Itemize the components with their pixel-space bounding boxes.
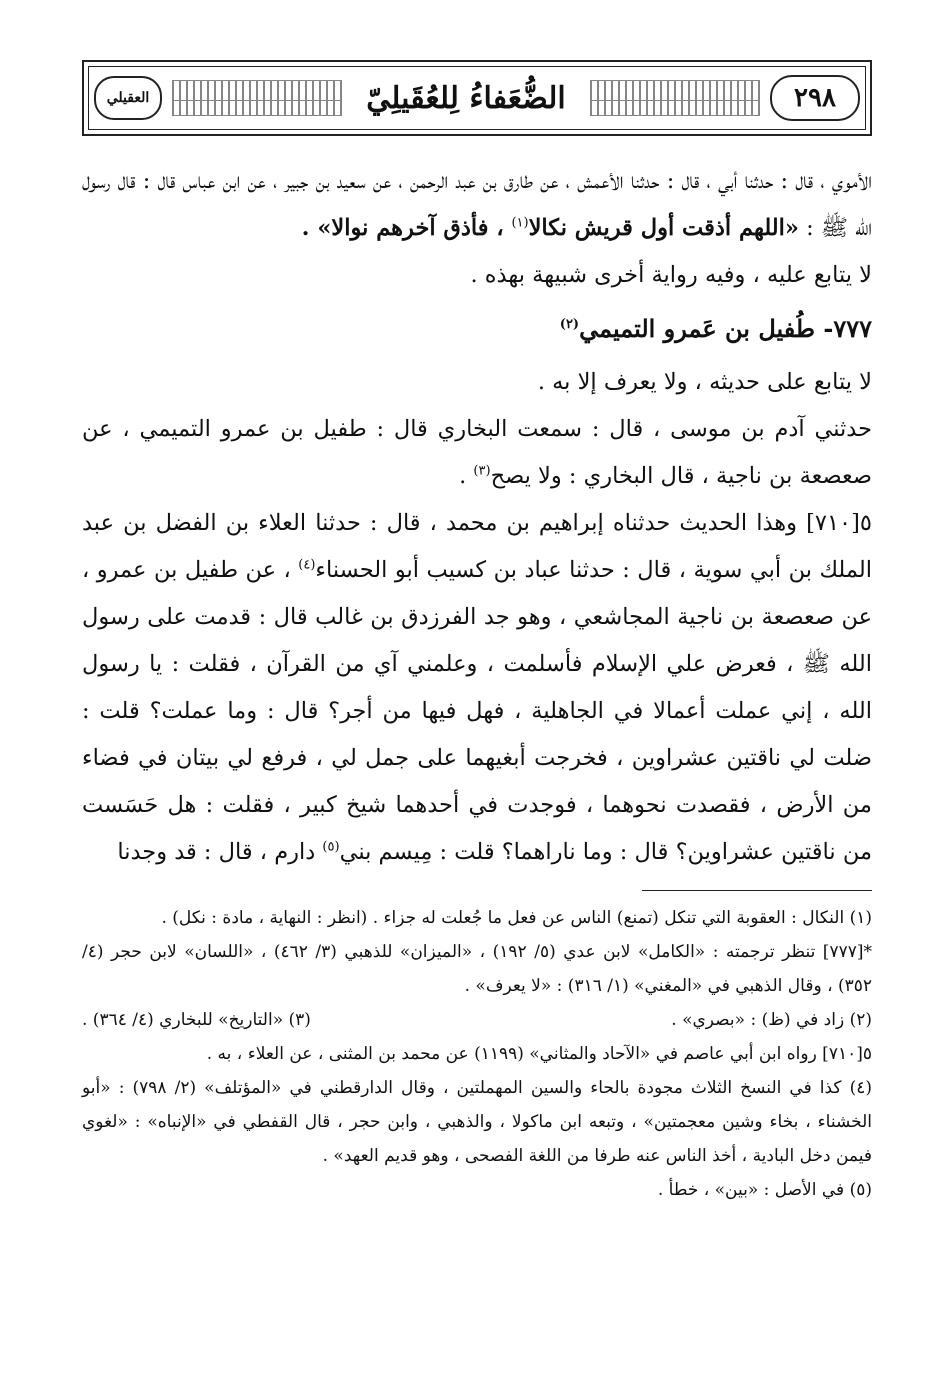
footnotes xyxy=(82,901,872,1207)
paragraph-1 xyxy=(82,158,872,252)
footnote-2: (٢) زاد في (ظ) : «بصري» . xyxy=(671,1010,872,1030)
header-ornament-right xyxy=(590,80,760,116)
entry-number: ٧٧٧- xyxy=(815,314,872,343)
header-ornament-left xyxy=(172,80,342,116)
footnote-ref-5[interactable]: (٥) xyxy=(322,839,340,855)
footnote-ref-2[interactable]: (٢) xyxy=(559,317,580,332)
p3-text: لا يتابع على حديثه ، ولا يعرف إلا به . xyxy=(537,369,872,395)
main-text xyxy=(82,158,872,876)
p5-text-c: دارم ، قال : قد وجدنا xyxy=(117,839,323,865)
p2-text: لا يتابع عليه ، وفيه رواية أخرى شبيهة بهذه . xyxy=(470,262,872,288)
paragraph-4 xyxy=(82,406,872,500)
hadith-marker: ٥[٧١٠] xyxy=(806,510,872,536)
page-header xyxy=(82,60,872,136)
entry-name: طُفيل بن عَمرو التميمي xyxy=(579,314,815,343)
footnote-5: (٥) في الأصل : «بين» ، خطأ . xyxy=(657,1180,872,1200)
publisher-badge: العقيلي xyxy=(94,76,162,120)
p4-end: . xyxy=(459,463,474,489)
page-number: ٢٩٨ xyxy=(770,75,860,121)
footnote-pair-2-3 xyxy=(82,1003,872,1037)
footnote-777: *[٧٧٧] تنظر ترجمته : «الكامل» لابن عدي (٥/ ١٩٢) ، «الميزان» للذهبي (٣/ ٤٦٢) ، «اللسان» لابن حجر (٤/ ٣٥٢) ، وقال الذهبي في «المغني» (١/ ٣١٦) : «لا يعرف» . xyxy=(82,942,872,996)
p5-text-a: وهذا الحديث حدثناه إبراهيم بن محمد ، قال : حدثنا العلاء بن الفضل بن عبد الملك بن أبي سوية ، قال : حدثنا عباد بن كسيب أبو الحسناء xyxy=(82,510,872,583)
footnote-divider xyxy=(642,890,872,891)
footnote-3: (٣) «التاريخ» للبخاري (٤/ ٣٦٤) . xyxy=(82,1010,311,1030)
paragraph-3 xyxy=(82,359,872,406)
footnote-1: (١) النكال : العقوبة التي تنكل (تمنع) الناس عن فعل ما جُعلت له جزاء . (انظر : النهاية ، مادة : نكل) . xyxy=(161,908,872,928)
book-page xyxy=(82,60,872,1207)
paragraph-5 xyxy=(82,500,872,876)
hadith-quote: «اللهم أذقت أول قريش نكالا xyxy=(528,215,799,241)
book-title: الضُّعَفاءُ لِلعُقَيلِيّ xyxy=(352,81,580,116)
footnote-ref-1[interactable]: (١) xyxy=(511,215,529,231)
footnote-710: ٥[٧١٠] رواه ابن أبي عاصم في «الآحاد والمثاني» (١١٩٩) عن محمد بن المثنى ، عن العلاء ، به . xyxy=(206,1044,872,1064)
footnote-ref-3[interactable]: (٣) xyxy=(473,463,491,479)
p1-line1: الأموي ، قال : حدثنا أبي ، قال : حدثنا الأعمش ، عن طارق بن عبد الرحمن ، عن xyxy=(372,168,872,194)
footnote-ref-4[interactable]: (٤) xyxy=(298,557,316,573)
p5-text-b: ، عن طفيل بن عمرو ، عن صعصعة بن ناجية المجاشعي ، وهو جد الفرزدق بن غالب قال : قدمت على رسول الله ﷺ ، فعرض علي الإسلام فأسلمت ، وعلمني آي من القرآن ، فقلت : يا رسول الله ، إني عملت أعمالا في الجاهلية ، فهل فيها من أجر؟ قال : وما عملت؟ قلت : ضلت لي ناقتين عشراوين ، فخرجت أبغيهما على جمل لي ، فرفع لي بيتان في فضاء من الأرض ، فقصدت نحوهما ، فوجدت في أحدهما شيخ كبير ، فقلت : هل حَسَست من ناقتين عشراوين؟ قال : وما ناراهما؟ قلت : مِيسم بني xyxy=(82,557,872,865)
p1-line2: سعيد بن جبير ، عن ابن عباس قال : قال رسول الله ﷺ : xyxy=(82,168,872,241)
footnote-4: (٤) كذا في النسخ الثلاث مجودة بالحاء والسين المهملتين ، وقال الدارقطني في «المؤتلف» (٢/ ٧٩٨) : «أبو الخشناء ، بخاء وشين معجمتين» ، وتبعه ابن ماكولا ، والذهبي ، وابن حجر ، قال القفطي في «الإنباه» : «لغوي فيمن دخل البادية ، أخذ الناس عنه طرفا من اللغة الفصحى ، وهو قديم العهد» . xyxy=(82,1078,872,1166)
entry-heading xyxy=(82,303,872,355)
p4-text: حدثني آدم بن موسى ، قال : سمعت البخاري قال : طفيل بن عمرو التميمي ، عن صعصعة بن ناجية ، قال البخاري : ولا يصح xyxy=(82,416,872,489)
paragraph-2 xyxy=(82,252,872,299)
hadith-quote-end: ، فأذق آخرهم نوالا» . xyxy=(301,215,512,241)
